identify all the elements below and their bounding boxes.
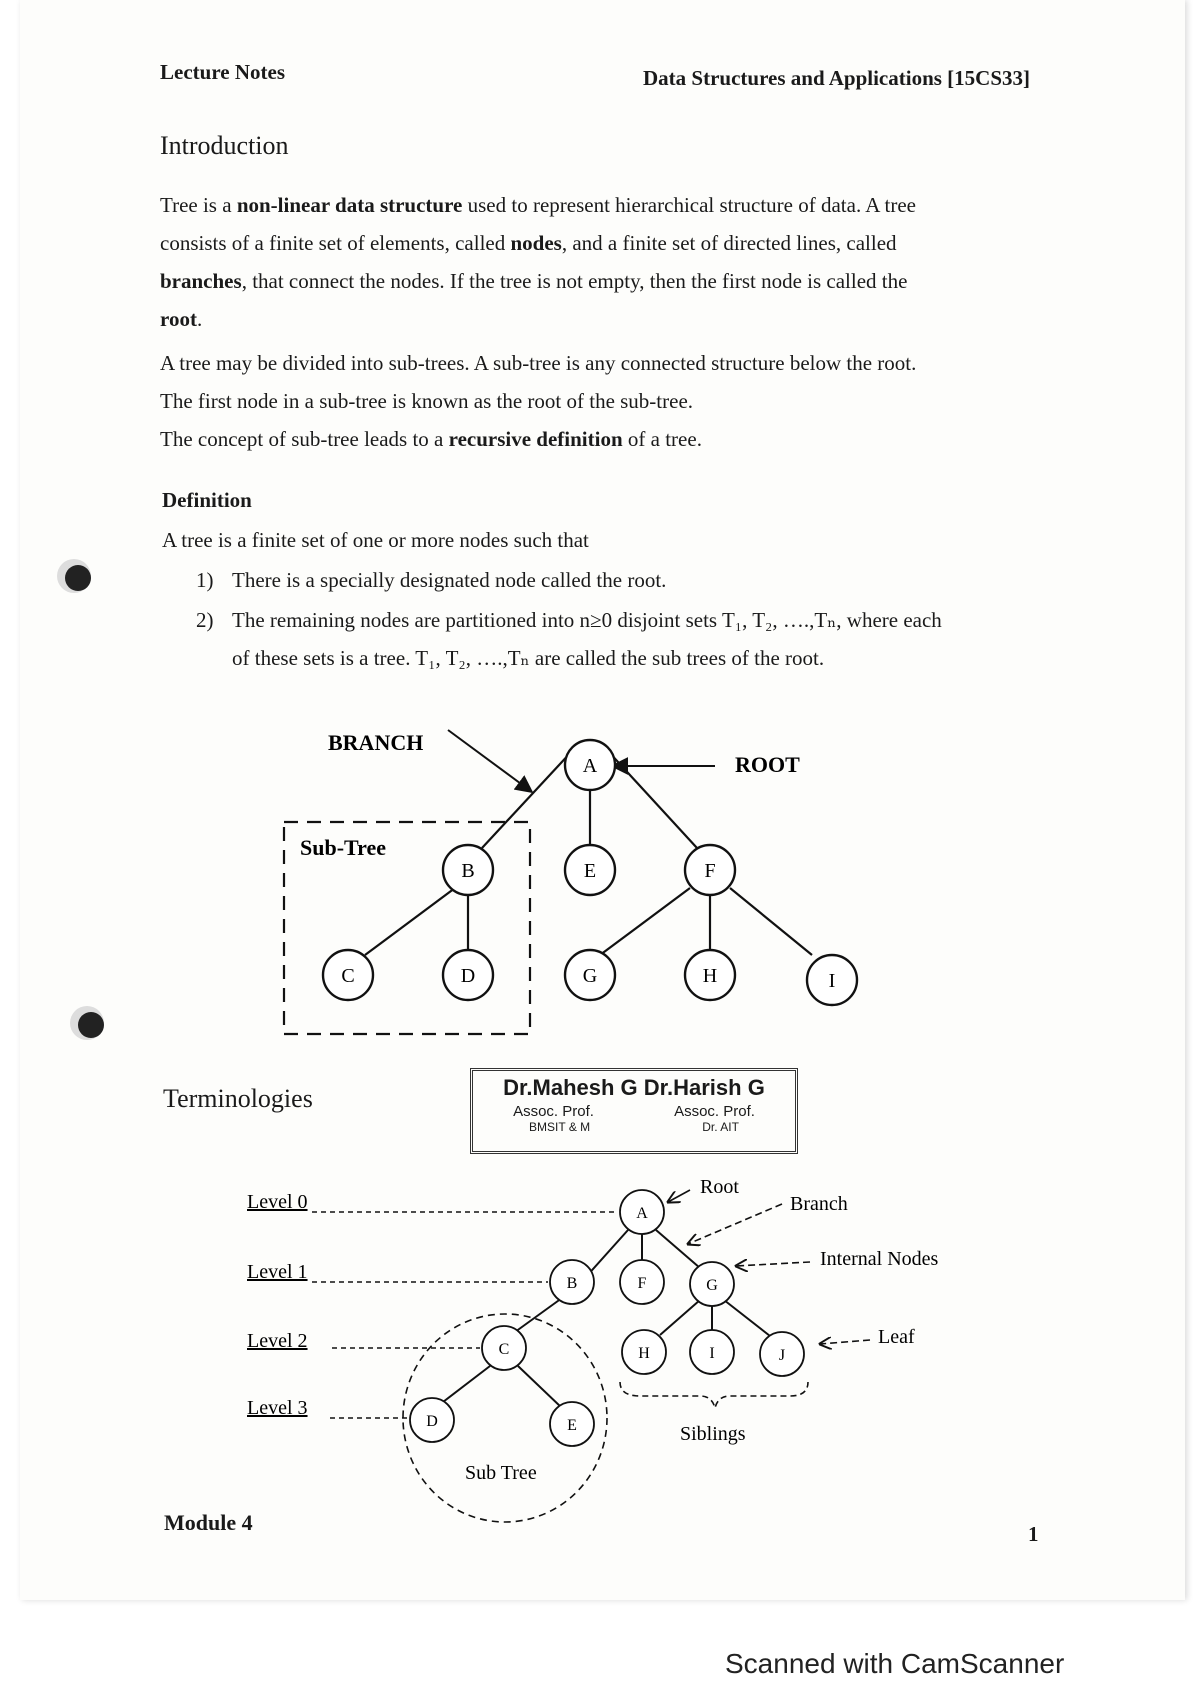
- level-1-label: Level 1: [247, 1261, 308, 1283]
- svg-text:G: G: [582, 965, 598, 987]
- svg-text:F: F: [704, 860, 716, 882]
- terminologies-title: Terminologies: [163, 1084, 313, 1113]
- tree2-node-h: [622, 1330, 666, 1374]
- tree2-node-a: [620, 1190, 664, 1234]
- svg-text:G: G: [706, 1277, 718, 1294]
- tree1-node-i: [807, 955, 857, 1005]
- svg-text:E: E: [567, 1417, 577, 1434]
- subtree-line-2: The first node in a sub-tree is known as the root of the sub-tree.: [160, 389, 694, 413]
- tree2-node-e: [550, 1402, 594, 1446]
- tree2-node-j: [760, 1332, 804, 1376]
- tree1-node-b: [443, 845, 493, 895]
- branch-arrow: [448, 730, 532, 792]
- author-role-1: Assoc. Prof.: [513, 1103, 594, 1120]
- branch-label: BRANCH: [328, 730, 424, 755]
- tree2-node-d: [410, 1398, 454, 1442]
- svg-text:J: J: [778, 1347, 786, 1364]
- header-right: Data Structures and Applications [15CS33]: [643, 66, 1030, 90]
- subtree-annotation: Sub Tree: [465, 1462, 537, 1484]
- definition-title: Definition: [162, 488, 252, 512]
- author-affiliation-2: Dr. AIT: [702, 1120, 739, 1134]
- tree2-node-g: [690, 1262, 734, 1306]
- tree1-node-e: [565, 845, 615, 895]
- introduction-title: Introduction: [160, 131, 289, 160]
- leaf-pointer: [820, 1340, 870, 1344]
- intro-line-2: consists of a finite set of elements, called nodes, and a finite set of directed lines, called: [160, 231, 897, 255]
- tree2-node-f: [620, 1260, 664, 1304]
- tree1-node-a: [565, 740, 615, 790]
- branch-pointer: [688, 1204, 782, 1244]
- root-annotation: Root: [700, 1176, 739, 1198]
- branch-annotation: Branch: [790, 1193, 848, 1215]
- svg-text:D: D: [460, 965, 476, 987]
- svg-text:A: A: [636, 1205, 648, 1222]
- level-3-label: Level 3: [247, 1397, 308, 1419]
- level-0-label: Level 0: [247, 1191, 308, 1213]
- leaf-annotation: Leaf: [878, 1326, 915, 1348]
- svg-text:D: D: [426, 1413, 438, 1430]
- intro-line-1: Tree is a non-linear data structure used to represent hierarchical structure of data. A tree: [160, 193, 917, 217]
- level-2-label: Level 2: [247, 1330, 308, 1352]
- svg-text:F: F: [637, 1275, 647, 1292]
- definition-intro: A tree is a finite set of one or more nodes such that: [162, 528, 589, 552]
- author-credit-box: [470, 1068, 798, 1154]
- tree-diagram-2: [0, 1150, 1200, 1530]
- definition-item-1: 1) There is a specially designated node called the root.: [196, 568, 667, 592]
- svg-text:B: B: [461, 860, 475, 882]
- tree1-node-d: [443, 950, 493, 1000]
- root-label: ROOT: [735, 752, 800, 777]
- author-names: Dr.Mahesh G Dr.Harish G: [503, 1075, 765, 1100]
- root-pointer: [668, 1190, 690, 1202]
- definition-item-2: 2) The remaining nodes are partitioned into n≥0 disjoint sets T₁, T₂, ….,Tₙ, where each: [196, 608, 942, 632]
- tree2-node-i: [690, 1330, 734, 1374]
- author-role-2: Assoc. Prof.: [674, 1103, 755, 1120]
- tree2-edges: [443, 1230, 770, 1408]
- svg-text:I: I: [828, 970, 836, 992]
- siblings-brace: [620, 1382, 808, 1408]
- svg-text:H: H: [702, 965, 718, 987]
- svg-text:B: B: [566, 1275, 578, 1292]
- author-affiliation-1: BMSIT & M: [529, 1120, 591, 1134]
- definition-item-2-cont: of these sets is a tree. T₁, T₂, ….,Tₙ are called the sub trees of the root.: [232, 646, 825, 670]
- intro-line-3: branches, that connect the nodes. If the tree is not empty, then the first node is called the: [160, 269, 908, 293]
- svg-text:E: E: [583, 860, 597, 882]
- camscanner-watermark: Scanned with CamScanner: [725, 1648, 1065, 1679]
- tree1-node-f: [685, 845, 735, 895]
- svg-text:C: C: [498, 1341, 510, 1358]
- subtree-label: Sub-Tree: [300, 835, 386, 860]
- intro-line-4: root.: [160, 307, 203, 331]
- page-number: 1: [1028, 1522, 1039, 1546]
- svg-text:I: I: [709, 1345, 715, 1362]
- tree1-node-h: [685, 950, 735, 1000]
- tree1-node-g: [565, 950, 615, 1000]
- tree1-node-c: [323, 950, 373, 1000]
- internal-nodes-annotation: Internal Nodes: [820, 1248, 939, 1270]
- header-left: Lecture Notes: [160, 60, 285, 84]
- svg-text:A: A: [582, 755, 598, 777]
- siblings-annotation: Siblings: [680, 1423, 746, 1445]
- tree2-node-b: [550, 1260, 594, 1304]
- svg-text:H: H: [638, 1345, 650, 1362]
- module-label: Module 4: [164, 1510, 253, 1535]
- tree2-node-c: [482, 1326, 526, 1370]
- subtree-line-3: The concept of sub-tree leads to a recursive definition of a tree.: [160, 427, 702, 451]
- svg-text:C: C: [341, 965, 355, 987]
- subtree-line-1: A tree may be divided into sub-trees. A sub-tree is any connected structure below the root.: [160, 351, 917, 375]
- internal-pointer: [736, 1262, 810, 1266]
